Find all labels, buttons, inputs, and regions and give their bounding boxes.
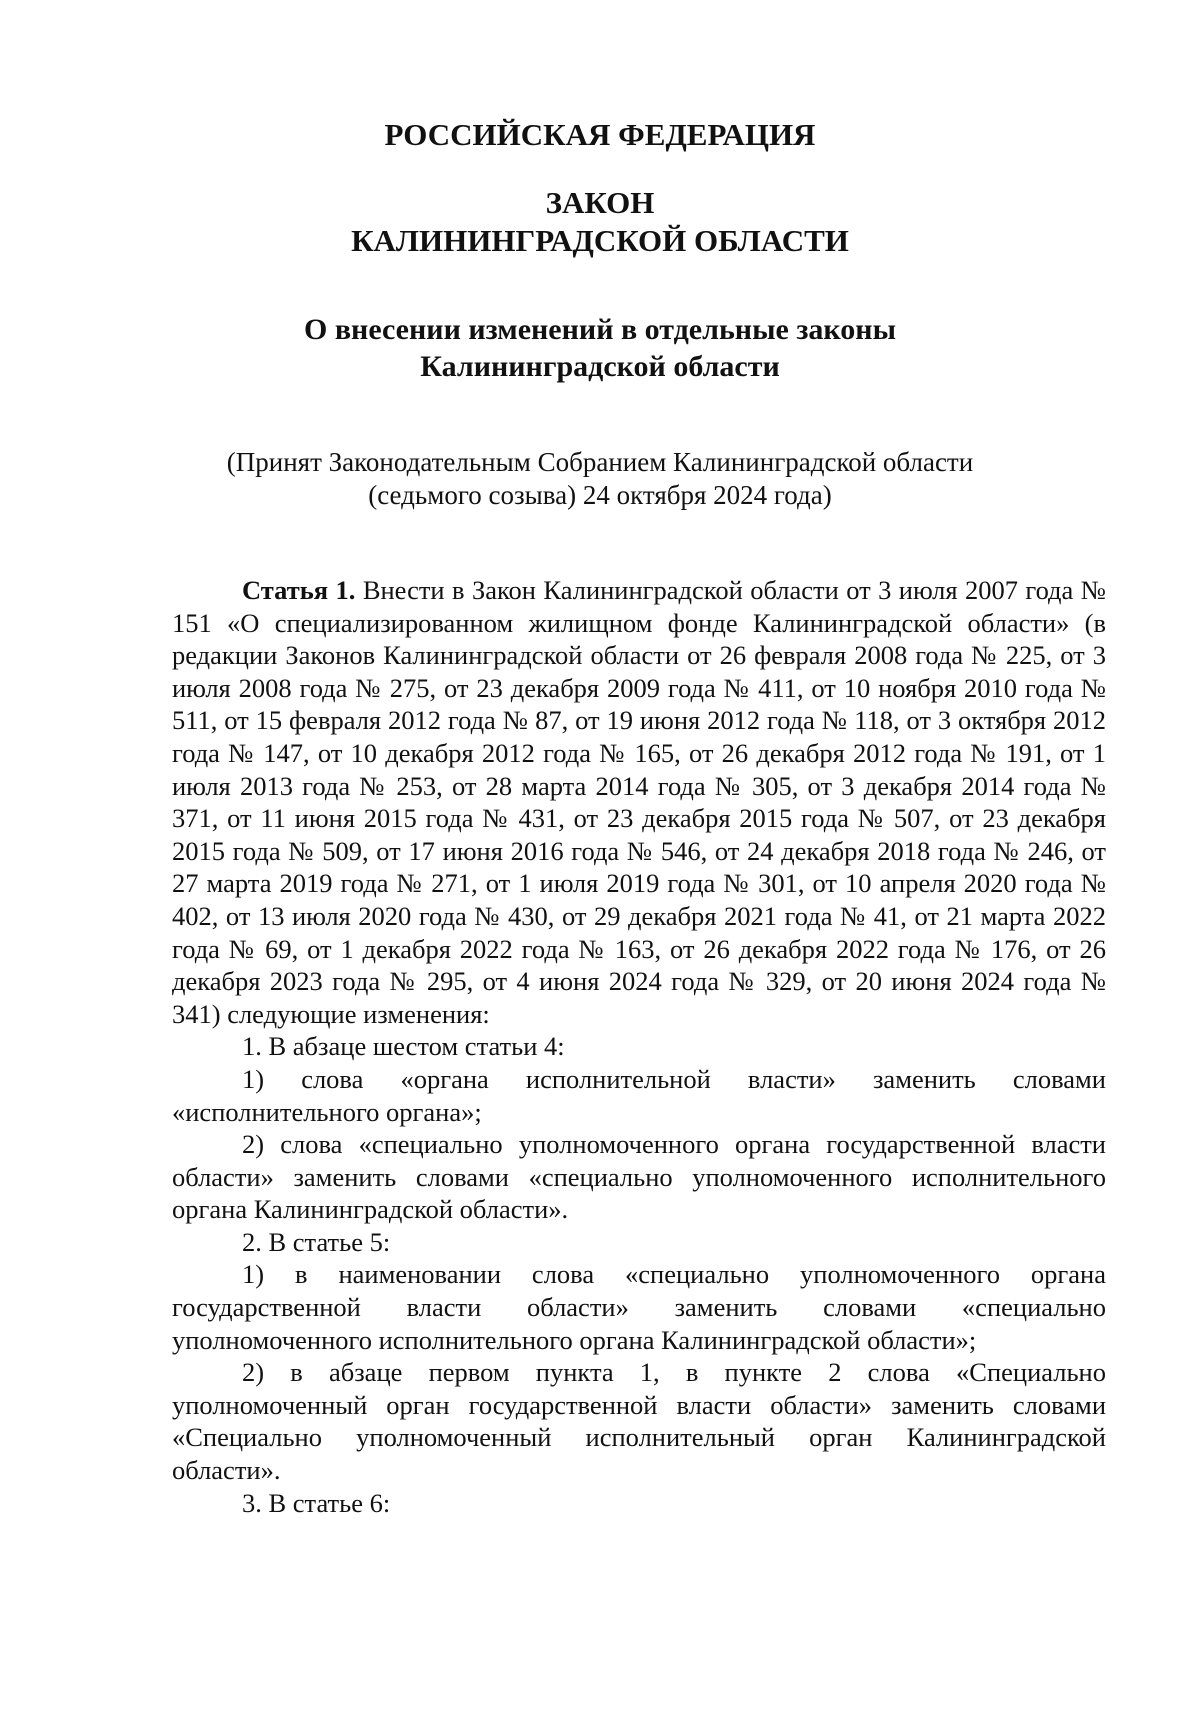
amendment-item: 2. В статье 5: bbox=[242, 1226, 391, 1257]
amendment-item: 2) в абзаце первом пункта 1, в пункте 2 слова «Специально уполномоченный орган государственной власти области» заменить словами «Специально уполномоченный исполнительный орган Калининградской области». bbox=[172, 1357, 1106, 1486]
amendment-item: 3. В статье 6: bbox=[242, 1487, 391, 1518]
adoption-note bbox=[0, 446, 1200, 512]
amendment-item: 2) слова «специально уполномоченного органа государственной власти области» заменить словами «специально уполномоченного исполнительного органа Калининградской области». bbox=[172, 1129, 1106, 1225]
amendment-item: 1. В абзаце шестом статьи 4: bbox=[242, 1031, 565, 1062]
amendment-item: 1) слова «органа исполнительной власти» заменить словами «исполнительного органа»; bbox=[172, 1063, 1106, 1127]
article-1-intro-text: Внести в Закон Калининградской области от 3 июля 2007 года № 151 «О специализированном жилищном фонде Калининградской области» (в редакции Законов Калининградской области от 26 февраля 2008 года № 225, от 3 июля 2008 года № 275, от 23 декабря 2009 года № 411, от 10 ноября 2010 года № 511, от 15 февраля 2012 года № 87, от 19 июня 2012 года № 118, от 3 октября 2012 года № 147, от 10 декабря 2012 года № 165, от 26 декабря 2012 года № 191, от 1 июля 2013 года № 253, от 28 марта 2014 года № 305, от 3 декабря 2014 года № 371, от 11 июня 2015 года № 431, от 23 декабря 2015 года № 507, от 23 декабря 2015 года № 509, от 17 июня 2016 года № 546, от 24 декабря 2018 года № 246, от 27 марта 2019 года № 271, от 1 июля 2019 года № 301, от 10 апреля 2020 года № 402, от 13 июля 2020 года № 430, от 29 декабря 2021 года № 41, от 21 марта 2022 года № 69, от 1 декабря 2022 года № 163, от 26 декабря 2022 года № 176, от 26 декабря 2023 года № 295, от 4 июня 2024 года № 329, от 20 июня 2024 года № 341) следующие изменения: bbox=[172, 575, 1107, 1029]
law-title-line-1: ЗАКОН bbox=[545, 185, 655, 220]
article-1-intro bbox=[172, 574, 1106, 1030]
law-body bbox=[172, 574, 1106, 1519]
law-title bbox=[0, 186, 1200, 258]
law-subject bbox=[0, 311, 1200, 385]
law-subject-line-2: Калининградской области bbox=[420, 350, 780, 383]
law-title-line-2: КАЛИНИНГРАДСКОЙ ОБЛАСТИ bbox=[351, 223, 849, 258]
amendment-item: 1) в наименовании слова «специально уполномоченного органа государственной власти области» заменить словами «специально уполномоченного исполнительного органа Калининградской области»; bbox=[172, 1259, 1106, 1355]
adoption-note-line-1: (Принят Законодательным Собранием Калининградской области bbox=[226, 447, 974, 477]
country-heading: РОССИЙСКАЯ ФЕДЕРАЦИЯ bbox=[384, 117, 816, 152]
article-1-label: Статья 1. bbox=[242, 575, 356, 605]
law-subject-line-1: О внесении изменений в отдельные законы bbox=[304, 313, 896, 346]
adoption-note-line-2: (седьмого созыва) 24 октября 2024 года) bbox=[368, 480, 832, 510]
